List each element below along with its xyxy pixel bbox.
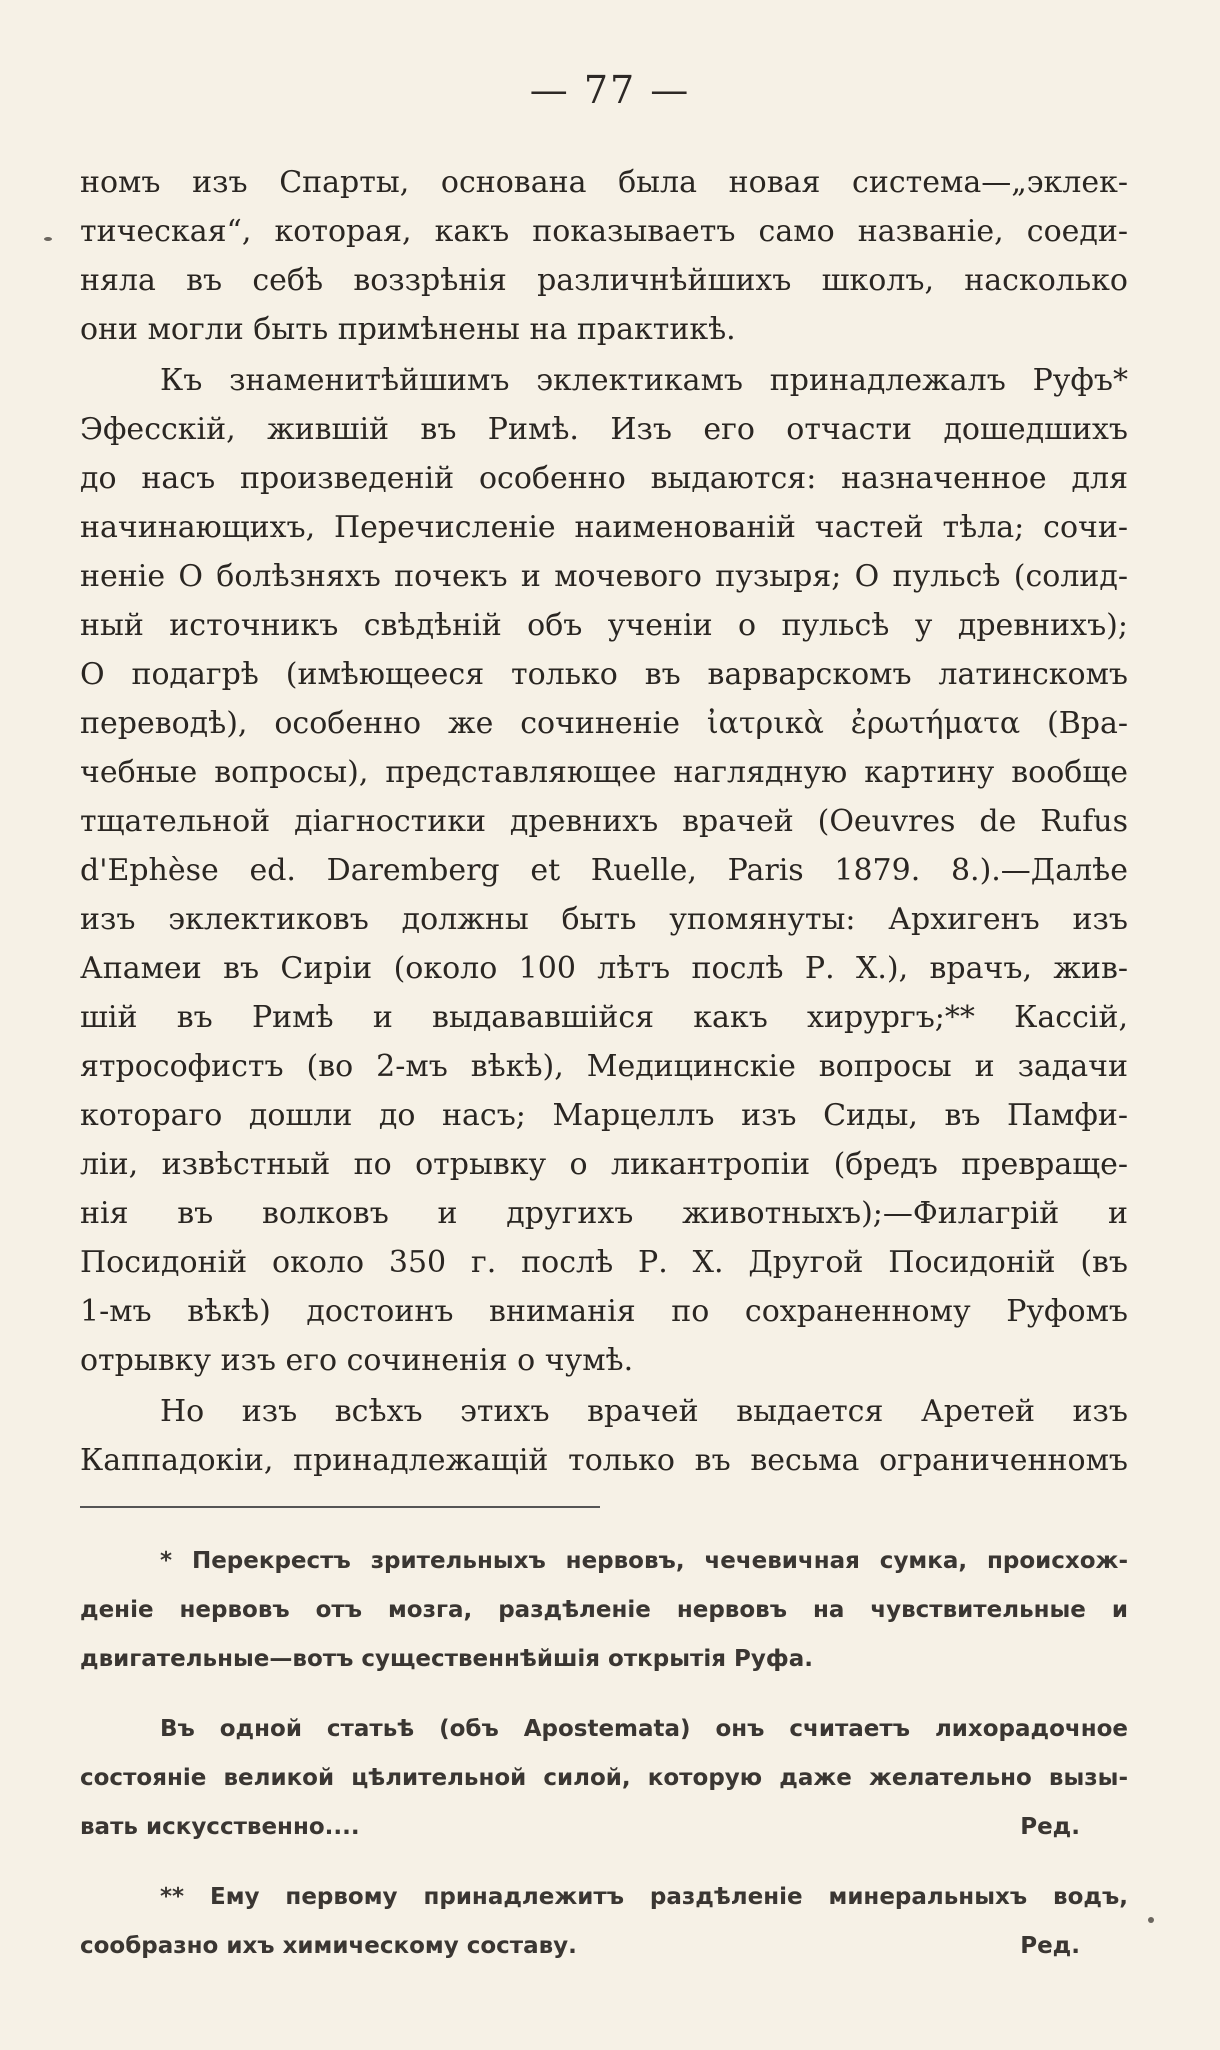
footnote-line: состояніе великой цѣлительной силой, которую даже желательно вызы- bbox=[80, 1765, 1128, 1791]
main-text bbox=[80, 158, 1128, 1485]
text-line: изъ эклектиковъ должны быть упомянуты: Архигенъ изъ bbox=[80, 902, 1128, 937]
text-line: переводѣ), особенно же сочиненіе ἰατρικὰ ἐρωτήματα (Вра- bbox=[80, 706, 1128, 741]
text-line: тщательной діагностики древнихъ врачей (Oeuvres de Rufus bbox=[80, 804, 1128, 839]
footnote-line: Въ одной статьѣ (объ Apostemata) онъ считаетъ лихорадочное bbox=[160, 1716, 1128, 1742]
editor-signature: Ред. bbox=[1020, 1933, 1080, 1959]
text-line: Апамеи въ Сиріи (около 100 лѣтъ послѣ Р. Х.), врачъ, жив- bbox=[80, 951, 1128, 986]
text-line: Каппадокіи, принадлежащій только въ весьма ограниченномъ bbox=[80, 1443, 1128, 1478]
text-line: чебные вопросы), представляющее наглядную картину вообще bbox=[80, 755, 1128, 790]
text-line: до насъ произведеній особенно выдаются: назначенное для bbox=[80, 461, 1128, 496]
text-line: ліи, извѣстный по отрывку о ликантропіи (бредъ превраще- bbox=[80, 1147, 1128, 1182]
text-line: они могли быть примѣнены на практикѣ. bbox=[80, 312, 736, 347]
footnote-divider bbox=[80, 1506, 600, 1508]
footnote-signed-line bbox=[80, 1803, 1128, 1852]
paper-speck bbox=[44, 237, 52, 241]
text-line: ный источникъ свѣдѣній объ ученіи о пульсѣ у древнихъ); bbox=[80, 608, 1128, 643]
footnote-line: * Перекрестъ зрительныхъ нервовъ, чечевичная сумка, происхож- bbox=[160, 1548, 1128, 1574]
text-line: отрывку изъ его сочиненія о чумѣ. bbox=[80, 1343, 634, 1378]
footnotes bbox=[80, 1537, 1128, 1971]
text-line: нія въ волковъ и другихъ животныхъ);—Филагрій и bbox=[80, 1196, 1128, 1231]
footnote-text: вать искусственно.... bbox=[80, 1814, 360, 1840]
text-line: котораго дошли до насъ; Марцеллъ изъ Сиды, въ Памфи- bbox=[80, 1098, 1128, 1133]
footnote-line: деніе нервовъ отъ мозга, раздѣленіе нервовъ на чувствительные и bbox=[80, 1597, 1128, 1623]
footnote-text: сообразно ихъ химическому составу. bbox=[80, 1933, 577, 1959]
text-line: Посидоній около 350 г. послѣ Р. Х. Другой Посидоній (въ bbox=[80, 1245, 1128, 1280]
text-line: Но изъ всѣхъ этихъ врачей выдается Аретей изъ bbox=[160, 1394, 1128, 1429]
text-line: ятрософистъ (во 2-мъ вѣкѣ), Медицинскіе вопросы и задачи bbox=[80, 1049, 1128, 1084]
text-line: Къ знаменитѣйшимъ эклектикамъ принадлежалъ Руфъ* bbox=[160, 363, 1128, 398]
text-line: d'Ephèse ed. Daremberg et Ruelle, Paris 1879. 8.).—Далѣе bbox=[80, 853, 1128, 888]
footnote-line: двигательные—вотъ существеннѣйшія открытія Руфа. bbox=[80, 1646, 813, 1672]
editor-signature: Ред. bbox=[1020, 1814, 1080, 1840]
paper-speck bbox=[1148, 1917, 1154, 1923]
text-line: начинающихъ, Перечисленіе наименованій частей тѣла; сочи- bbox=[80, 510, 1128, 545]
footnote-signed-line bbox=[80, 1922, 1128, 1971]
text-line: неніе О болѣзняхъ почекъ и мочевого пузыря; О пульсѣ (солид- bbox=[80, 559, 1128, 594]
text-line: 1-мъ вѣкѣ) достоинъ вниманія по сохраненному Руфомъ bbox=[80, 1294, 1128, 1329]
text-line: тическая“, которая, какъ показываетъ само названіе, соеди- bbox=[80, 214, 1128, 249]
footnote-line: ** Ему первому принадлежитъ раздѣленіе минеральныхъ водъ, bbox=[160, 1884, 1128, 1910]
text-line: номъ изъ Спарты, основана была новая система—„эклек- bbox=[80, 165, 1128, 200]
text-line: О подагрѣ (имѣющееся только въ варварскомъ латинскомъ bbox=[80, 657, 1128, 692]
text-line: Эфесскій, жившій въ Римѣ. Изъ его отчасти дошедшихъ bbox=[80, 412, 1128, 447]
page-number: — 77 — bbox=[529, 68, 691, 112]
text-line: няла въ себѣ воззрѣнія различнѣйшихъ школъ, насколько bbox=[80, 263, 1128, 298]
text-line: шій въ Римѣ и выдававшійся какъ хирургъ;** Кассій, bbox=[80, 1000, 1128, 1035]
